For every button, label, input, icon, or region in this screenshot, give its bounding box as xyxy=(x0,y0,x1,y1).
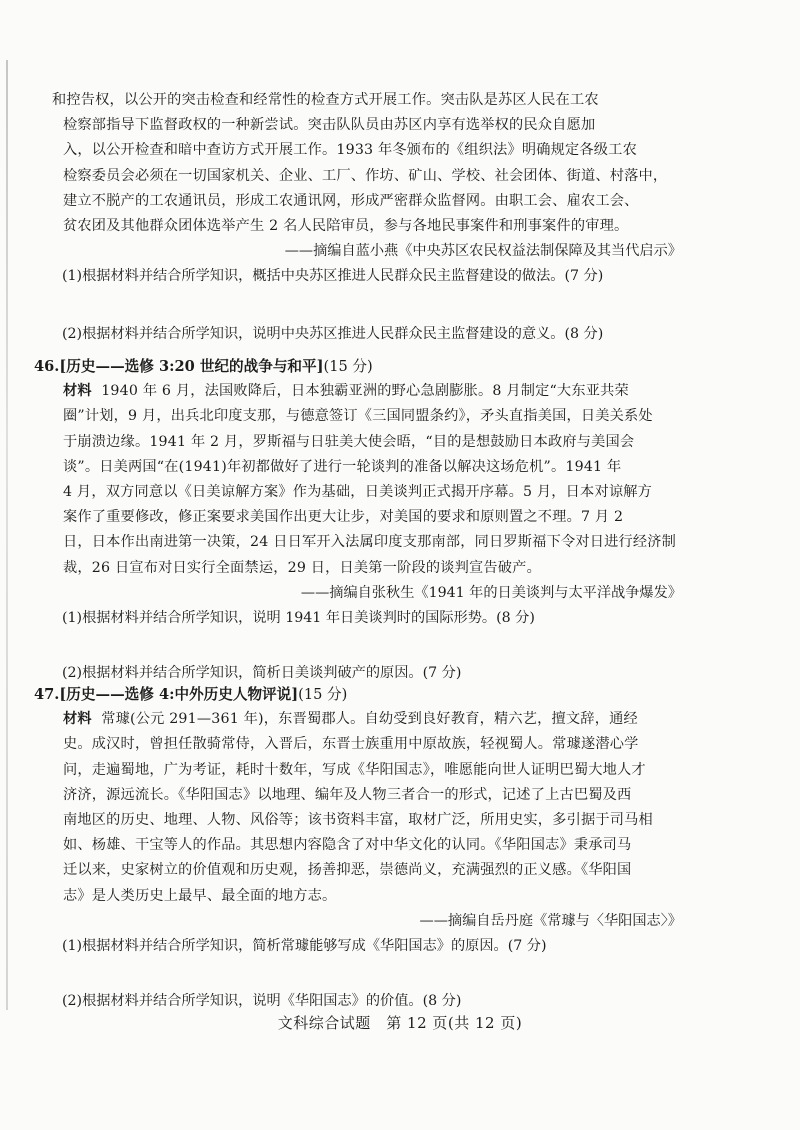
q47-material-first-line xyxy=(52,707,682,732)
scan-edge-shadow xyxy=(6,60,8,1010)
q47-material-line: 问，走遍蜀地，广为考证，耗时十数年，写成《华阳国志》，唯愿能向世人证明巴蜀大地人才 xyxy=(63,761,646,778)
q46-subquestion-2: (2)根据材料并结合所学知识，简析日美谈判破产的原因。(7 分) xyxy=(62,665,462,682)
q45-material-line: 检察部指导下监督政权的一种新尝试。突击队队员由苏区内享有选举权的民众自愿加 xyxy=(63,117,596,134)
q47-source: ——摘编自岳丹庭《常璩与〈华阳国志〉》 xyxy=(419,912,682,929)
q46-number: 46. xyxy=(34,358,60,375)
q46-material-line: 谈”。日美两国“在(1941)年初都做好了进行一轮谈判的准备以解决这场危机”。1941 年 xyxy=(63,458,622,475)
q47-material-line: 南地区的历史、地理、人物、风俗等；该书资料丰富，取材广泛，所用史实，多引据于司马相 xyxy=(63,812,653,829)
q47-points: (15 分) xyxy=(298,686,348,703)
q45-material-line: 入，以公开检查和暗中查访方式开展工作。1933 年冬颁布的《组织法》明确规定各级工农 xyxy=(63,142,637,159)
q45-source: ——摘编自蓝小燕《中央苏区农民权益法制保障及其当代启示》 xyxy=(284,243,682,260)
q47-heading xyxy=(34,682,682,707)
q45-material-line: 建立不脱产的工农通讯员，形成工农通讯网，形成严密群众监督网。由职工会、雇农工会、 xyxy=(63,192,639,209)
q47-material-line: 济济，源远流长。《华阳国志》以地理、编年及人物三者合一的形式，记述了上古巴蜀及西 xyxy=(63,786,632,803)
q47-section xyxy=(34,682,682,1014)
q47-material-line: 常璩(公元 291—361 年)，东晋蜀郡人。自幼受到良好教育，精六艺，擅文辞，通经 xyxy=(101,711,638,728)
q47-material-line: 志》是人类历史上最早、最全面的地方志。 xyxy=(63,887,337,904)
q45-material-line: 贫农团及其他群众团体选举产生 2 名人民陪审员，参与各地民事案件和刑事案件的审理。 xyxy=(63,218,629,235)
q46-section xyxy=(34,354,682,686)
q46-material-line: 于崩溃边缘。1941 年 2 月，罗斯福与日驻美大使会晤，“目的是想鼓励日本政府与美国会 xyxy=(63,433,635,450)
q46-material-line: 4 月，双方同意以《日美谅解方案》作为基础，日美谈判正式揭开序幕。5 月，日本对谅解方 xyxy=(63,484,652,501)
q47-material-label: 材料 xyxy=(63,711,92,728)
q45-subquestion-1: (1)根据材料并结合所学知识，概括中央苏区推进人民群众民主监督建设的做法。(7 分) xyxy=(62,268,604,285)
q47-material-line: 迁以来，史家树立的价值观和历史观，扬善抑恶，崇德尚义，充满强烈的正义感。《华阳国 xyxy=(63,862,632,879)
q45-subquestion-2: (2)根据材料并结合所学知识，说明中央苏区推进人民群众民主监督建设的意义。(8 分) xyxy=(62,325,604,342)
q46-material-line: 日，日本作出南进第一决策，24 日日军开入法属印度支那南部，同日罗斯福下令对日进行经济制 xyxy=(63,534,677,551)
q46-subquestion-1: (1)根据材料并结合所学知识，说明 1941 年日美谈判时的国际形势。(8 分) xyxy=(62,610,535,627)
q47-title: [历史——选修 4:中外历史人物评说] xyxy=(59,686,299,703)
q45-material-line: 检察委员会必须在一切国家机关、企业、工厂、作坊、矿山、学校、社会团体、街道、村落中， xyxy=(63,167,668,184)
q46-source: ——摘编自张秋生《1941 年的日美谈判与太平洋战争爆发》 xyxy=(300,584,682,601)
page-footer: 文科综合试题 第 12 页(共 12 页) xyxy=(277,1014,523,1032)
q46-title: [历史——选修 3:20 世纪的战争与和平] xyxy=(59,358,324,375)
q46-points: (15 分) xyxy=(323,358,373,375)
q46-material-line: 圈”计划，9 月，出兵北印度支那，与德意签订《三国同盟条约》，矛头直指美国，日美关系处 xyxy=(63,408,653,425)
q47-subquestion-1: (1)根据材料并结合所学知识，简析常璩能够写成《华阳国志》的原因。(7 分) xyxy=(62,938,547,955)
q46-material-line: 1940 年 6 月，法国败降后，日本独霸亚洲的野心急剧膨胀。8 月制定“大东亚共荣 xyxy=(101,383,629,400)
q47-number: 47. xyxy=(34,686,60,703)
q47-subquestion-2: (2)根据材料并结合所学知识，说明《华阳国志》的价值。(8 分) xyxy=(62,993,462,1010)
q46-material-first-line xyxy=(52,379,682,404)
q46-heading xyxy=(34,354,682,379)
q47-material-line: 史。成汉时，曾担任散骑常侍，入晋后，东晋士族重用中原故族，轻视蜀人。常璩遂潜心学 xyxy=(63,736,639,753)
q45-material-line: 和控告权，以公开的突击检查和经常性的检查方式开展工作。突击队是苏区人民在工农 xyxy=(52,92,599,108)
q47-material-line: 如、杨雄、干宝等人的作品。其思想内容隐含了对中华文化的认同。《华阳国志》秉承司马 xyxy=(63,837,632,854)
q45-continuation xyxy=(52,88,682,347)
q46-material-label: 材料 xyxy=(63,383,92,400)
q46-material-line: 案作了重要修改，修正案要求美国作出更大让步，对美国的要求和原则置之不理。7 月 2 xyxy=(63,509,624,526)
q46-material-line: 裁，26 日宣布对日实行全面禁运，29 日，日美第一阶段的谈判宣告破产。 xyxy=(63,559,541,576)
